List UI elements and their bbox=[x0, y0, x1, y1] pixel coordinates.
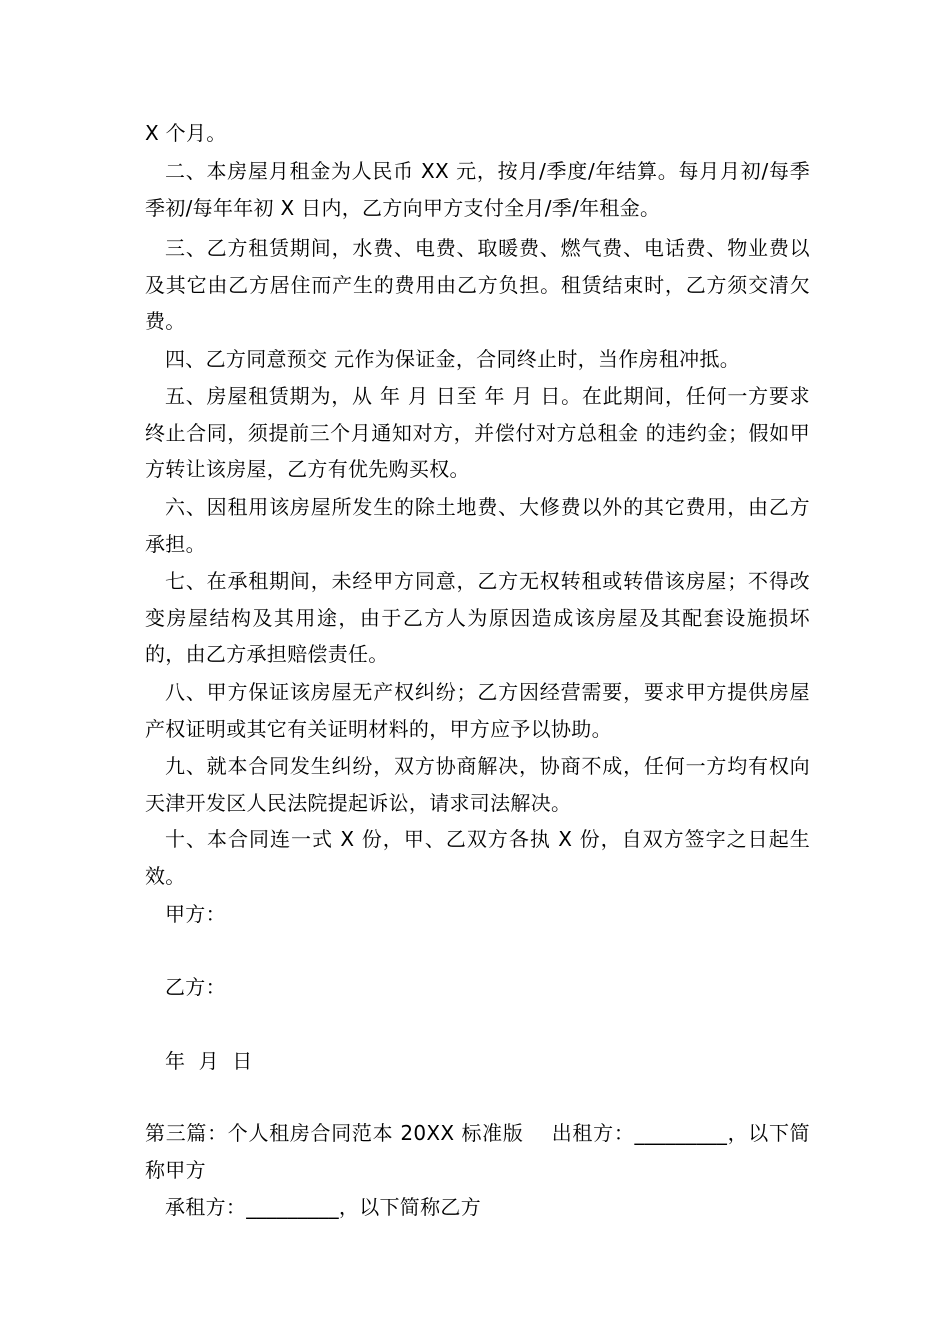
party-a-signature-label: 甲方： bbox=[165, 902, 226, 926]
clause-9-disputes: 九、就本合同发生纠纷，双方协商解决，协商不成，任何一方均有权向天津开发区人民法院提起诉讼，请求司法解决。 bbox=[145, 754, 810, 815]
section-three-heading: 第三篇：个人租房合同范本 20XX 标准版 出租方：_________，以下简称甲方 bbox=[145, 1121, 810, 1182]
clause-8-property-rights: 八、甲方保证该房屋无产权纠纷；乙方因经营需要，要求甲方提供房屋产权证明或其它有关证明材料的，甲方应予以协助。 bbox=[145, 680, 810, 741]
clause-5-lease-term: 五、房屋租赁期为，从 年 月 日至 年 月 日。在此期间，任何一方要求终止合同，须提前三个月通知对方，并偿付对方总租金 的违约金；假如甲方转让该房屋，乙方有优先购买权。 bbox=[145, 384, 810, 481]
paragraph-continuation: X 个月。 bbox=[145, 121, 227, 145]
clause-10-copies: 十、本合同连一式 X 份，甲、乙双方各执 X 份，自双方签字之日起生效。 bbox=[145, 827, 810, 888]
clause-7-sublease: 七、在承租期间，未经甲方同意，乙方无权转租或转借该房屋；不得改变房屋结构及其用途，由于乙方人为原因造成该房屋及其配套设施损坏的，由乙方承担赔偿责任。 bbox=[145, 569, 810, 666]
clause-6-other-fees: 六、因租用该房屋所发生的除土地费、大修费以外的其它费用，由乙方承担。 bbox=[145, 495, 810, 556]
signature-date-label: 年 月 日 bbox=[165, 1049, 253, 1073]
party-b-signature-label: 乙方： bbox=[165, 975, 226, 999]
clause-4-deposit: 四、乙方同意预交 元作为保证金，合同终止时，当作房租冲抵。 bbox=[165, 347, 741, 371]
clause-3-fees: 三、乙方租赁期间，水费、电费、取暖费、燃气费、电话费、物业费以及其它由乙方居住而产生的费用由乙方负担。租赁结束时，乙方须交清欠费。 bbox=[145, 236, 810, 333]
clause-2-rent: 二、本房屋月租金为人民币 XX 元，按月/季度/年结算。每月月初/每季季初/每年年初 X 日内，乙方向甲方支付全月/季/年租金。 bbox=[145, 159, 810, 220]
lessee-line: 承租方：_________，以下简称乙方 bbox=[165, 1195, 481, 1219]
